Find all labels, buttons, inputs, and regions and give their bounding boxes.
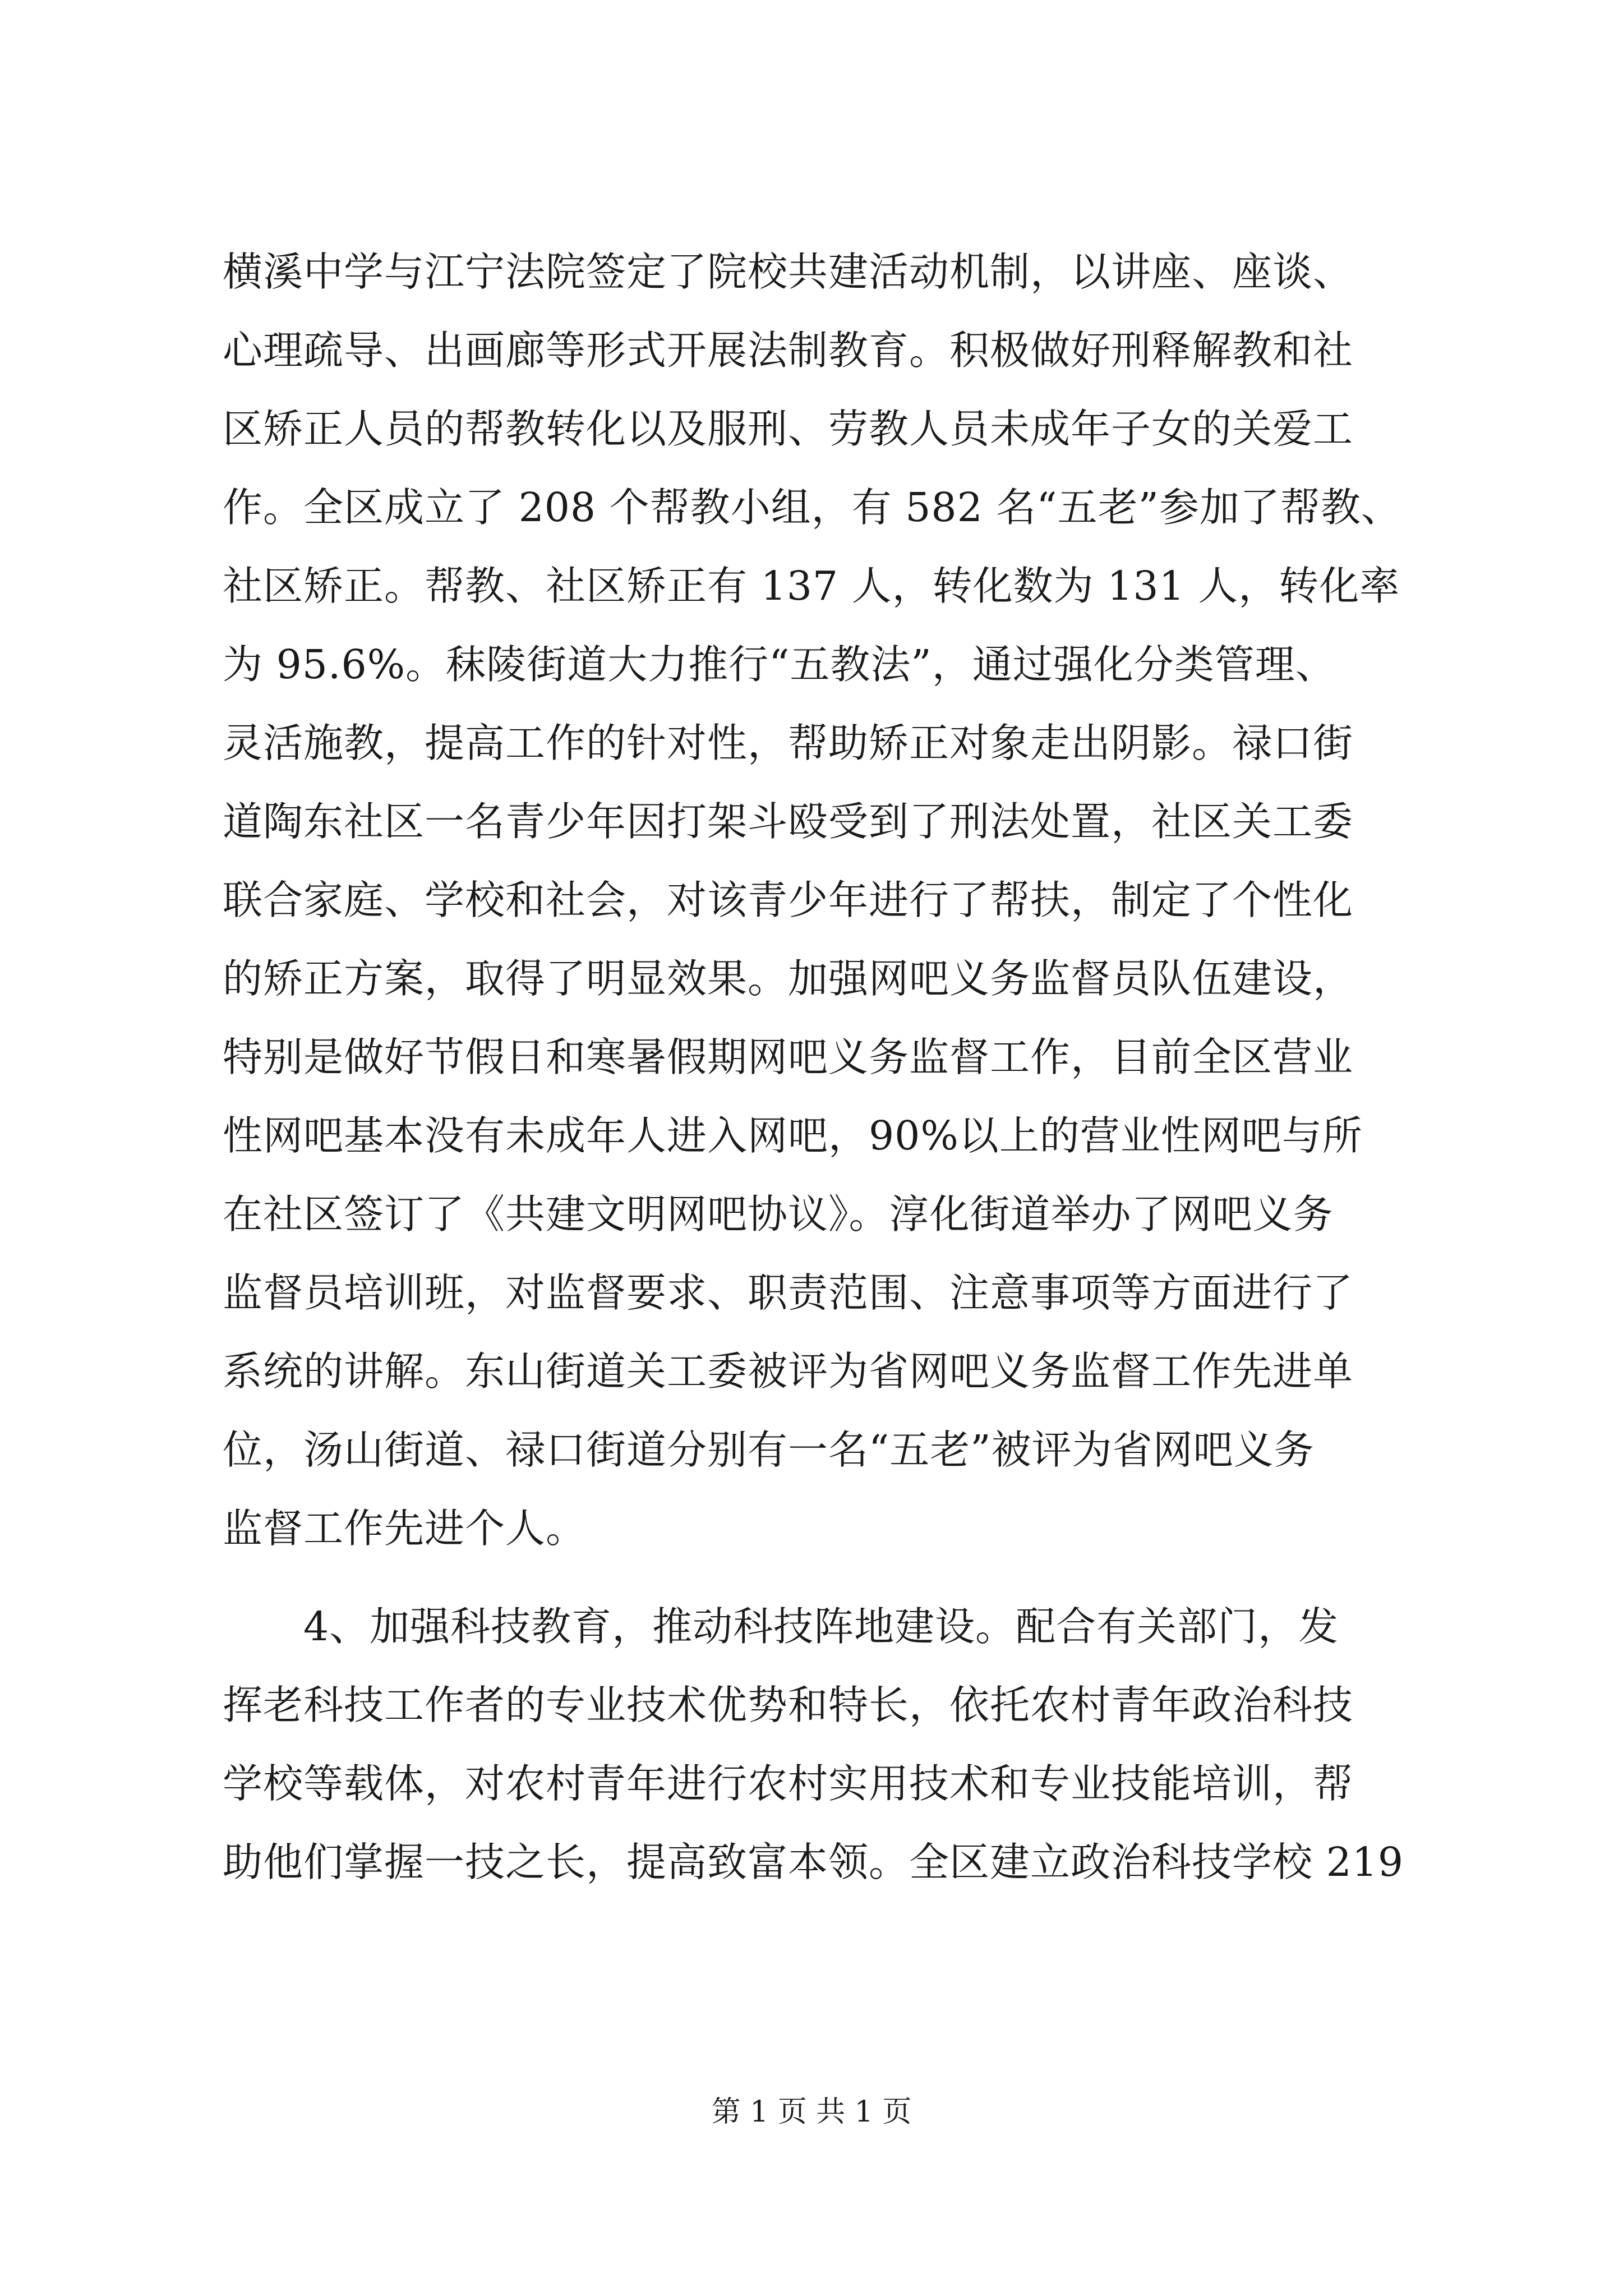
text-line: 学校等载体，对农村青年进行农村实用技术和专业技能培训，帮 [223, 1760, 1354, 1807]
text-line: 社区矫正。帮教、社区矫正有 137 人，转化数为 131 人，转化率 [223, 563, 1400, 609]
text-line: 监督员培训班，对监督要求、职责范围、注意事项等方面进行了 [223, 1269, 1354, 1316]
text-line: 横溪中学与江宁法院签定了院校共建活动机制，以讲座、座谈、 [223, 249, 1354, 295]
text-line: 道陶东社区一名青少年因打架斗殴受到了刑法处置，社区关工委 [223, 798, 1354, 845]
text-line: 在社区签订了《共建文明网吧协议》。淳化街道举办了网吧义务 [223, 1191, 1334, 1237]
text-line: 为 95.6%。秣陵街道大力推行“五教法”，通过强化分类管理、 [223, 641, 1336, 688]
page-footer: 第 1 页 共 1 页 [711, 2095, 912, 2129]
text-line: 联合家庭、学校和社会，对该青少年进行了帮扶，制定了个性化 [223, 877, 1354, 923]
text-line: 心理疏导、出画廊等形式开展法制教育。积极做好刑释解教和社 [223, 327, 1354, 374]
text-line: 系统的讲解。东山街道关工委被评为省网吧义务监督工作先进单 [223, 1348, 1354, 1395]
text-line: 特别是做好节假日和寒暑假期网吧义务监督工作，目前全区营业 [223, 1034, 1354, 1080]
text-line: 4、加强科技教育，推动科技阵地建设。配合有关部门，发 [223, 1603, 1339, 1650]
text-line: 监督工作先进个人。 [223, 1505, 587, 1552]
text-line: 助他们掌握一技之长，提高致富本领。全区建立政治科技学校 219 [223, 1839, 1404, 1885]
text-line: 的矫正方案，取得了明显效果。加强网吧义务监督员队伍建设， [223, 955, 1354, 1002]
text-line: 灵活施教，提高工作的针对性，帮助矫正对象走出阴影。禄口街 [223, 720, 1354, 766]
text-line: 位，汤山街道、禄口街道分别有一名“五老”被评为省网吧义务 [223, 1427, 1315, 1473]
text-line: 性网吧基本没有未成年人进入网吧，90%以上的营业性网吧与所 [223, 1112, 1363, 1159]
text-line: 挥老科技工作者的专业技术优势和特长，依托农村青年政治科技 [223, 1682, 1354, 1728]
text-line: 作。全区成立了 208 个帮教小组，有 582 名“五老”参加了帮教、 [223, 484, 1401, 531]
text-line: 区矫正人员的帮教转化以及服刑、劳教人员未成年子女的关爱工 [223, 406, 1354, 452]
